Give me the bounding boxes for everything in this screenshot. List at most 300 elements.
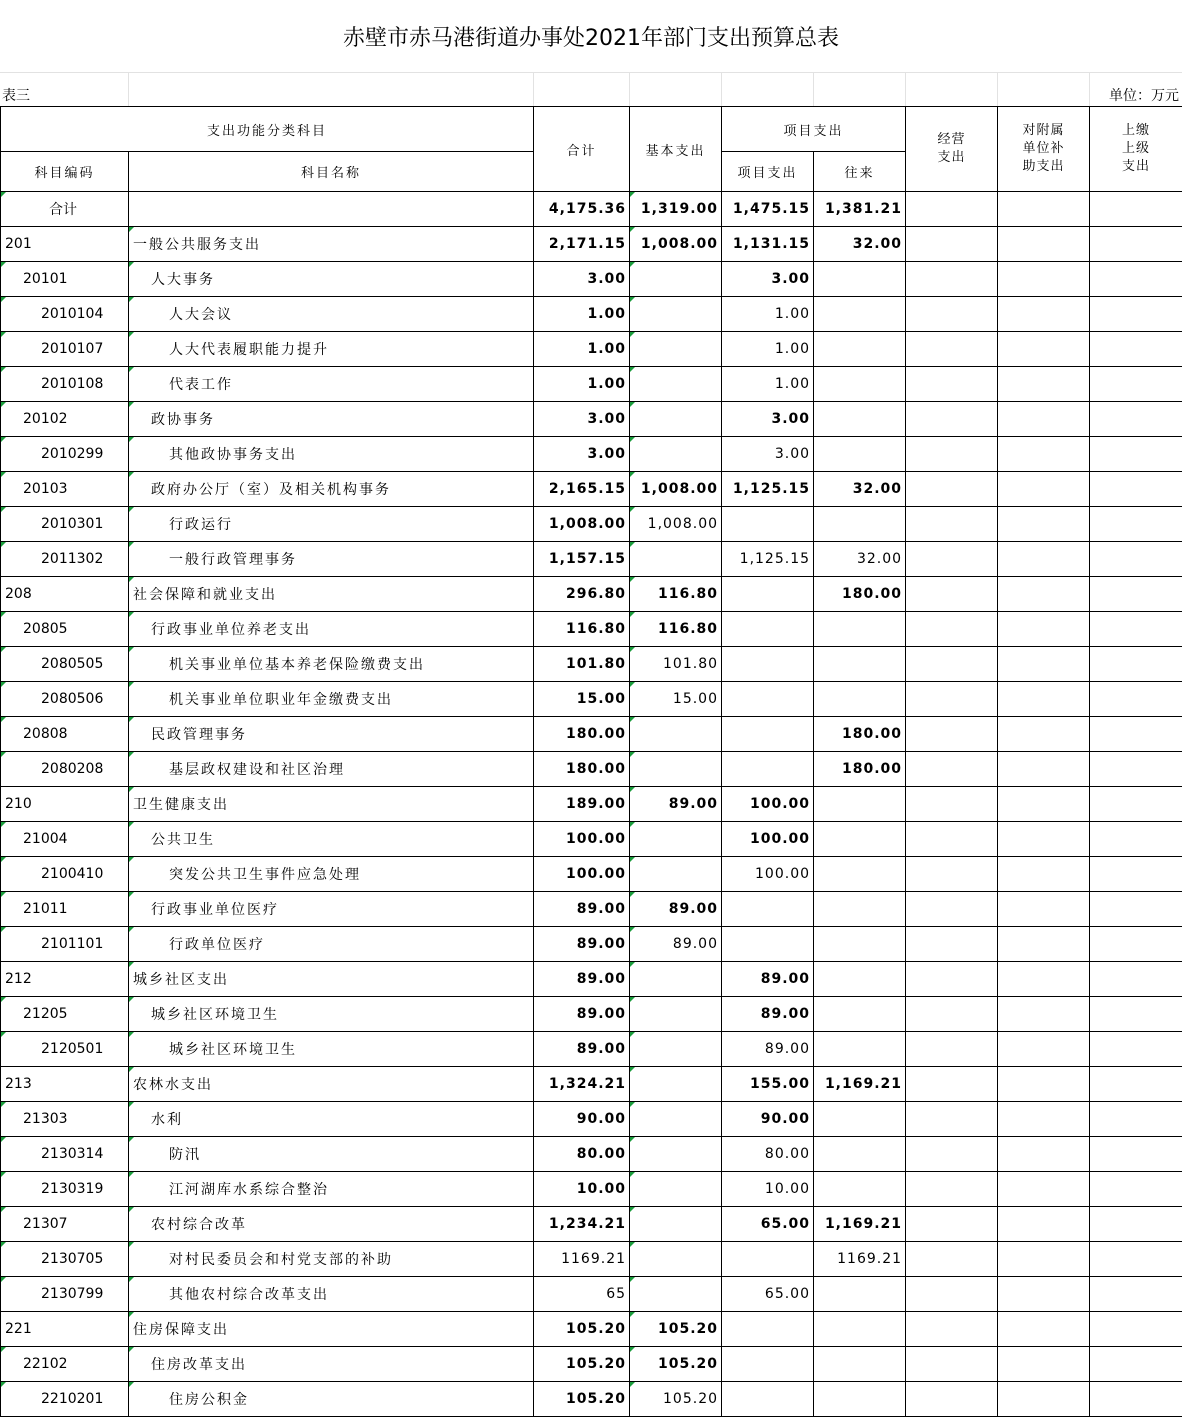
row-subsidy <box>998 752 1090 787</box>
row-project: 1.00 <box>722 297 814 332</box>
row-subsidy <box>998 1382 1090 1417</box>
row-operating <box>906 1032 998 1067</box>
row-basic: 105.20 <box>630 1382 722 1417</box>
row-total: 15.00 <box>534 682 630 717</box>
table-row <box>1 437 1182 472</box>
row-name: 政协事务 <box>129 402 534 437</box>
row-total: 100.00 <box>534 822 630 857</box>
row-basic <box>630 1067 722 1102</box>
row-remit <box>1090 1172 1182 1207</box>
row-operating <box>906 647 998 682</box>
row-transfer <box>814 1032 906 1067</box>
row-total: 1,234.21 <box>534 1207 630 1242</box>
table-row <box>1 472 1182 507</box>
row-remit <box>1090 822 1182 857</box>
row-remit <box>1090 962 1182 997</box>
table-body <box>1 192 1182 1417</box>
row-subsidy <box>998 192 1090 227</box>
row-total: 189.00 <box>534 787 630 822</box>
row-remit <box>1090 612 1182 647</box>
row-code: 2080208 <box>1 752 129 787</box>
row-operating <box>906 717 998 752</box>
row-name: 一般公共服务支出 <box>129 227 534 262</box>
row-subsidy <box>998 332 1090 367</box>
row-basic <box>630 752 722 787</box>
row-project: 3.00 <box>722 437 814 472</box>
row-project <box>722 507 814 542</box>
row-code: 2100410 <box>1 857 129 892</box>
row-code: 2010108 <box>1 367 129 402</box>
row-basic <box>630 437 722 472</box>
table-row <box>1 1347 1182 1382</box>
row-project: 89.00 <box>722 997 814 1032</box>
row-total: 3.00 <box>534 262 630 297</box>
header-project-group: 项目支出 <box>722 107 906 152</box>
row-project <box>722 1312 814 1347</box>
table-row <box>1 297 1182 332</box>
row-basic <box>630 262 722 297</box>
row-code: 201 <box>1 227 129 262</box>
row-remit <box>1090 262 1182 297</box>
row-project <box>722 647 814 682</box>
row-code: 20103 <box>1 472 129 507</box>
row-basic: 1,008.00 <box>630 227 722 262</box>
table-row <box>1 1277 1182 1312</box>
row-transfer <box>814 332 906 367</box>
row-name: 基层政权建设和社区治理 <box>129 752 534 787</box>
row-operating <box>906 227 998 262</box>
row-total: 1,324.21 <box>534 1067 630 1102</box>
table-row <box>1 1382 1182 1417</box>
row-total: 90.00 <box>534 1102 630 1137</box>
table-row <box>1 577 1182 612</box>
row-code: 2130319 <box>1 1172 129 1207</box>
row-total: 89.00 <box>534 1032 630 1067</box>
row-name: 农村综合改革 <box>129 1207 534 1242</box>
row-subsidy <box>998 612 1090 647</box>
row-total: 4,175.36 <box>534 192 630 227</box>
row-project <box>722 1347 814 1382</box>
row-subsidy <box>998 1207 1090 1242</box>
row-total: 1,157.15 <box>534 542 630 577</box>
row-code: 2080505 <box>1 647 129 682</box>
row-remit <box>1090 717 1182 752</box>
row-total: 1,008.00 <box>534 507 630 542</box>
row-total: 10.00 <box>534 1172 630 1207</box>
row-total: 89.00 <box>534 962 630 997</box>
row-transfer <box>814 612 906 647</box>
row-total: 2,165.15 <box>534 472 630 507</box>
row-remit <box>1090 472 1182 507</box>
row-operating <box>906 262 998 297</box>
row-code: 2130705 <box>1 1242 129 1277</box>
row-subsidy <box>998 437 1090 472</box>
row-transfer <box>814 1172 906 1207</box>
row-name: 卫生健康支出 <box>129 787 534 822</box>
row-subsidy <box>998 717 1090 752</box>
row-code: 2010104 <box>1 297 129 332</box>
header-basic: 基本支出 <box>630 107 722 192</box>
row-code: 22102 <box>1 1347 129 1382</box>
row-project: 1,125.15 <box>722 472 814 507</box>
row-subsidy <box>998 1102 1090 1137</box>
row-code: 2120501 <box>1 1032 129 1067</box>
row-transfer <box>814 857 906 892</box>
table-row <box>1 647 1182 682</box>
row-remit <box>1090 647 1182 682</box>
row-name: 行政事业单位医疗 <box>129 892 534 927</box>
table-row <box>1 1207 1182 1242</box>
row-remit <box>1090 997 1182 1032</box>
row-total: 180.00 <box>534 717 630 752</box>
row-subsidy <box>998 927 1090 962</box>
row-basic: 105.20 <box>630 1312 722 1347</box>
row-transfer <box>814 962 906 997</box>
row-name: 城乡社区支出 <box>129 962 534 997</box>
row-operating <box>906 1312 998 1347</box>
row-name: 行政单位医疗 <box>129 927 534 962</box>
row-total: 65 <box>534 1277 630 1312</box>
row-project: 89.00 <box>722 1032 814 1067</box>
row-remit <box>1090 1312 1182 1347</box>
row-total: 296.80 <box>534 577 630 612</box>
row-remit <box>1090 577 1182 612</box>
row-basic: 15.00 <box>630 682 722 717</box>
header-remit: 上缴上级支出 <box>1090 107 1182 192</box>
row-total: 116.80 <box>534 612 630 647</box>
table-row <box>1 367 1182 402</box>
row-operating <box>906 1172 998 1207</box>
row-code: 2011302 <box>1 542 129 577</box>
row-operating <box>906 822 998 857</box>
row-remit <box>1090 1032 1182 1067</box>
row-remit <box>1090 437 1182 472</box>
row-transfer <box>814 1347 906 1382</box>
row-operating <box>906 367 998 402</box>
row-code: 2130799 <box>1 1277 129 1312</box>
row-subsidy <box>998 787 1090 822</box>
row-code: 2210201 <box>1 1382 129 1417</box>
row-project: 100.00 <box>722 857 814 892</box>
row-basic <box>630 1137 722 1172</box>
row-remit <box>1090 892 1182 927</box>
row-transfer <box>814 1277 906 1312</box>
header-code: 科目编码 <box>1 152 129 192</box>
row-operating <box>906 507 998 542</box>
row-total: 100.00 <box>534 857 630 892</box>
row-basic <box>630 402 722 437</box>
row-subsidy <box>998 647 1090 682</box>
row-operating <box>906 577 998 612</box>
row-transfer <box>814 507 906 542</box>
row-transfer: 1,381.21 <box>814 192 906 227</box>
table-row <box>1 227 1182 262</box>
row-basic <box>630 962 722 997</box>
row-project: 80.00 <box>722 1137 814 1172</box>
row-total: 105.20 <box>534 1312 630 1347</box>
row-project: 1.00 <box>722 332 814 367</box>
row-operating <box>906 752 998 787</box>
row-transfer <box>814 297 906 332</box>
row-code: 210 <box>1 787 129 822</box>
row-operating <box>906 1382 998 1417</box>
table-row <box>1 787 1182 822</box>
row-basic: 1,008.00 <box>630 507 722 542</box>
unit-label: 单位：万元 <box>1109 88 1179 104</box>
row-name: 突发公共卫生事件应急处理 <box>129 857 534 892</box>
table-row <box>1 507 1182 542</box>
row-code: 20808 <box>1 717 129 752</box>
row-remit <box>1090 787 1182 822</box>
row-project <box>722 892 814 927</box>
row-basic <box>630 1032 722 1067</box>
row-code: 2101101 <box>1 927 129 962</box>
row-name: 人大会议 <box>129 297 534 332</box>
row-project: 3.00 <box>722 262 814 297</box>
row-operating <box>906 437 998 472</box>
row-operating <box>906 612 998 647</box>
row-transfer <box>814 1312 906 1347</box>
row-subsidy <box>998 1242 1090 1277</box>
row-code: 2010301 <box>1 507 129 542</box>
row-subsidy <box>998 262 1090 297</box>
row-subsidy <box>998 997 1090 1032</box>
row-project <box>722 577 814 612</box>
row-name: 机关事业单位基本养老保险缴费支出 <box>129 647 534 682</box>
row-name: 防汛 <box>129 1137 534 1172</box>
row-name: 对村民委员会和村党支部的补助 <box>129 1242 534 1277</box>
row-transfer: 180.00 <box>814 752 906 787</box>
row-total: 105.20 <box>534 1347 630 1382</box>
row-total: 1.00 <box>534 332 630 367</box>
row-code: 21303 <box>1 1102 129 1137</box>
row-project: 100.00 <box>722 822 814 857</box>
row-name: 住房公积金 <box>129 1382 534 1417</box>
row-code: 2010107 <box>1 332 129 367</box>
row-transfer <box>814 1102 906 1137</box>
row-transfer <box>814 402 906 437</box>
row-remit <box>1090 1137 1182 1172</box>
row-name: 政府办公厅（室）及相关机构事务 <box>129 472 534 507</box>
row-subsidy <box>998 1137 1090 1172</box>
row-code: 20101 <box>1 262 129 297</box>
row-basic <box>630 1242 722 1277</box>
header-project: 项目支出 <box>722 152 814 192</box>
row-total: 1.00 <box>534 367 630 402</box>
row-subsidy <box>998 857 1090 892</box>
row-name: 农林水支出 <box>129 1067 534 1102</box>
table-row <box>1 1137 1182 1172</box>
row-project: 90.00 <box>722 1102 814 1137</box>
row-transfer <box>814 892 906 927</box>
row-name: 人大事务 <box>129 262 534 297</box>
row-transfer <box>814 437 906 472</box>
row-transfer: 1,169.21 <box>814 1207 906 1242</box>
row-operating <box>906 927 998 962</box>
row-transfer: 1,169.21 <box>814 1067 906 1102</box>
header-name: 科目名称 <box>129 152 534 192</box>
row-total: 2,171.15 <box>534 227 630 262</box>
row-remit <box>1090 927 1182 962</box>
row-subsidy <box>998 507 1090 542</box>
table-label: 表三 <box>2 88 30 104</box>
row-name: 社会保障和就业支出 <box>129 577 534 612</box>
row-basic: 89.00 <box>630 787 722 822</box>
row-subsidy <box>998 227 1090 262</box>
row-operating <box>906 472 998 507</box>
row-transfer <box>814 1382 906 1417</box>
row-total: 3.00 <box>534 437 630 472</box>
row-subsidy <box>998 542 1090 577</box>
row-remit <box>1090 1382 1182 1417</box>
row-project <box>722 612 814 647</box>
row-remit <box>1090 752 1182 787</box>
row-operating <box>906 1137 998 1172</box>
header-subsidy: 对附属单位补助支出 <box>998 107 1090 192</box>
row-name: 行政事业单位养老支出 <box>129 612 534 647</box>
row-subsidy <box>998 472 1090 507</box>
row-remit <box>1090 227 1182 262</box>
row-total: 89.00 <box>534 892 630 927</box>
row-operating <box>906 332 998 367</box>
row-basic <box>630 542 722 577</box>
row-name: 代表工作 <box>129 367 534 402</box>
row-name: 城乡社区环境卫生 <box>129 997 534 1032</box>
row-basic: 1,319.00 <box>630 192 722 227</box>
row-name: 民政管理事务 <box>129 717 534 752</box>
row-remit <box>1090 1102 1182 1137</box>
row-project <box>722 682 814 717</box>
row-project: 1,125.15 <box>722 542 814 577</box>
table-row <box>1 1172 1182 1207</box>
row-transfer: 180.00 <box>814 577 906 612</box>
row-subsidy <box>998 822 1090 857</box>
row-operating <box>906 402 998 437</box>
row-remit <box>1090 1207 1182 1242</box>
row-basic <box>630 857 722 892</box>
row-basic: 1,008.00 <box>630 472 722 507</box>
table-row <box>1 332 1182 367</box>
row-project: 100.00 <box>722 787 814 822</box>
row-name: 江河湖库水系综合整治 <box>129 1172 534 1207</box>
row-remit <box>1090 507 1182 542</box>
row-transfer: 180.00 <box>814 717 906 752</box>
table-row <box>1 1242 1182 1277</box>
row-name: 机关事业单位职业年金缴费支出 <box>129 682 534 717</box>
table-row <box>1 822 1182 857</box>
row-total: 80.00 <box>534 1137 630 1172</box>
row-project: 1.00 <box>722 367 814 402</box>
row-operating <box>906 892 998 927</box>
row-remit <box>1090 297 1182 332</box>
row-project <box>722 1382 814 1417</box>
budget-table <box>0 106 1182 1417</box>
row-total: 105.20 <box>534 1382 630 1417</box>
row-operating <box>906 192 998 227</box>
table-row <box>1 927 1182 962</box>
row-name <box>129 192 534 227</box>
row-transfer <box>814 1137 906 1172</box>
row-total: 101.80 <box>534 647 630 682</box>
row-subsidy <box>998 1312 1090 1347</box>
row-name: 住房保障支出 <box>129 1312 534 1347</box>
row-remit <box>1090 402 1182 437</box>
table-row <box>1 1067 1182 1102</box>
table-row <box>1 192 1182 227</box>
row-basic <box>630 367 722 402</box>
row-remit <box>1090 1067 1182 1102</box>
row-name: 人大代表履职能力提升 <box>129 332 534 367</box>
row-basic <box>630 1277 722 1312</box>
header-operating: 经营支出 <box>906 107 998 192</box>
header-total: 合计 <box>534 107 630 192</box>
row-code: 20805 <box>1 612 129 647</box>
row-subsidy <box>998 1067 1090 1102</box>
row-operating <box>906 542 998 577</box>
row-basic: 101.80 <box>630 647 722 682</box>
row-name: 其他政协事务支出 <box>129 437 534 472</box>
row-basic <box>630 1102 722 1137</box>
row-operating <box>906 1277 998 1312</box>
row-code: 21004 <box>1 822 129 857</box>
table-row <box>1 962 1182 997</box>
row-transfer: 1169.21 <box>814 1242 906 1277</box>
row-remit <box>1090 1347 1182 1382</box>
row-project <box>722 1242 814 1277</box>
report-title: 赤壁市赤马港街道办事处2021年部门支出预算总表 <box>0 0 1182 73</box>
row-subsidy <box>998 892 1090 927</box>
row-remit <box>1090 1277 1182 1312</box>
row-operating <box>906 962 998 997</box>
row-code: 20102 <box>1 402 129 437</box>
table-row <box>1 682 1182 717</box>
row-remit <box>1090 1242 1182 1277</box>
row-code: 21307 <box>1 1207 129 1242</box>
row-project: 65.00 <box>722 1277 814 1312</box>
row-name: 城乡社区环境卫生 <box>129 1032 534 1067</box>
table-row <box>1 717 1182 752</box>
row-operating <box>906 1102 998 1137</box>
row-basic: 105.20 <box>630 1347 722 1382</box>
row-name: 其他农村综合改革支出 <box>129 1277 534 1312</box>
row-operating <box>906 1207 998 1242</box>
row-basic: 89.00 <box>630 927 722 962</box>
row-project <box>722 752 814 787</box>
row-subsidy <box>998 962 1090 997</box>
header-function-group: 支出功能分类科目 <box>1 107 534 152</box>
row-remit <box>1090 192 1182 227</box>
row-transfer <box>814 997 906 1032</box>
row-name: 住房改革支出 <box>129 1347 534 1382</box>
row-operating <box>906 997 998 1032</box>
row-subsidy <box>998 297 1090 332</box>
table-row <box>1 752 1182 787</box>
row-total: 3.00 <box>534 402 630 437</box>
row-transfer <box>814 367 906 402</box>
row-project <box>722 927 814 962</box>
table-row <box>1 892 1182 927</box>
row-basic <box>630 1207 722 1242</box>
row-basic: 116.80 <box>630 612 722 647</box>
row-subsidy <box>998 367 1090 402</box>
row-total: 1.00 <box>534 297 630 332</box>
row-subsidy <box>998 577 1090 612</box>
row-subsidy <box>998 1032 1090 1067</box>
row-transfer <box>814 682 906 717</box>
row-code: 合计 <box>1 192 129 227</box>
row-remit <box>1090 332 1182 367</box>
row-name: 公共卫生 <box>129 822 534 857</box>
